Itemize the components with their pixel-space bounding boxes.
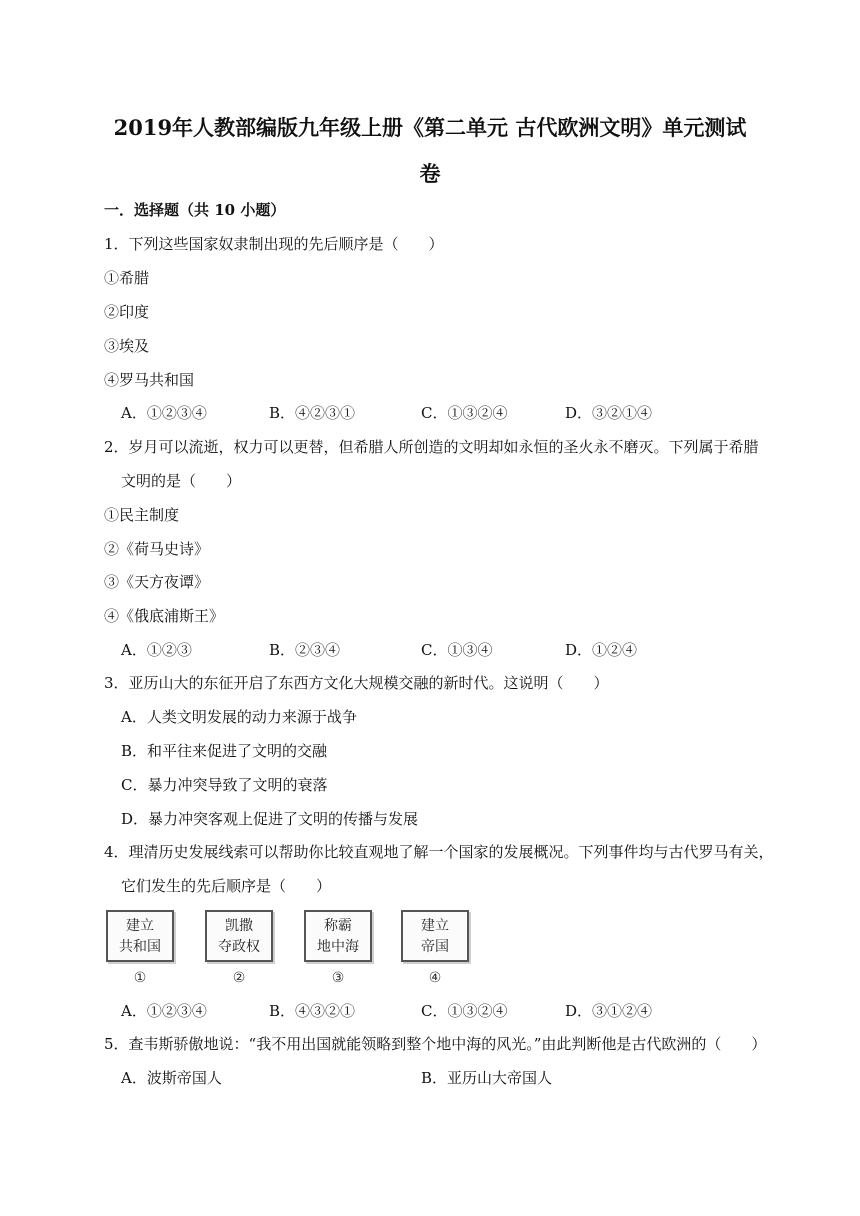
event-box [401,910,469,962]
q4-option-a[interactable]: A．①②③④ [121,1002,207,1020]
q2-option-a[interactable]: A．①②③ [121,641,192,659]
q4-option-d[interactable]: D．③①②④ [565,1002,653,1020]
q3-option-c[interactable]: C．暴力冲突导致了文明的衰落 [121,776,328,794]
q1-item: ②印度 [104,303,150,321]
q2-option-c[interactable]: C．①③④ [421,641,493,659]
q5-option-a[interactable]: A．波斯帝国人 [121,1069,222,1087]
event-box-line: 建立 [421,918,449,934]
q2-option-b[interactable]: B．②③④ [269,641,341,659]
q1-option-c[interactable]: C．①③②④ [421,404,508,422]
event-box-line: 称霸 [324,918,352,934]
page-title-continued: 卷 [419,161,441,186]
q1-item: ④罗马共和国 [104,371,195,389]
event-number: ③ [331,970,345,986]
question-4-stem: 4．理清历史发展线索可以帮助你比较直观地了解一个国家的发展概况。下列事件均与古代罗马有关， [104,843,774,861]
question-4-stem-continued: 它们发生的先后顺序是（ ） [121,877,332,895]
question-1-stem: 1．下列这些国家奴隶制出现的先后顺序是（ ） [104,235,444,253]
q1-option-a[interactable]: A．①②③④ [121,404,207,422]
q4-option-c[interactable]: C．①③②④ [421,1002,508,1020]
section-heading: 一．选择题（共 10 小题） [104,201,286,219]
q1-item: ①希腊 [104,269,150,287]
event-box-line: 建立 [126,918,154,934]
question-2-stem-continued: 文明的是（ ） [121,472,242,490]
q2-item: ②《荷马史诗》 [104,540,210,558]
q4-option-b[interactable]: B．④③②① [269,1002,356,1020]
q2-item: ③《天方夜谭》 [104,573,210,591]
q3-option-a[interactable]: A．人类文明发展的动力来源于战争 [121,708,357,726]
q5-option-b[interactable]: B．亚历山大帝国人 [421,1069,553,1087]
page-title: 2019年人教部编版九年级上册《第二单元 古代欧洲文明》单元测试 [113,115,747,140]
event-box [106,910,174,962]
q2-item: ①民主制度 [104,506,180,524]
question-5-stem: 5．查韦斯骄傲地说：“我不用出国就能领略到整个地中海的风光。”由此判断他是古代欧洲的（ ） [104,1035,767,1053]
q2-option-d[interactable]: D．①②④ [565,641,638,659]
question-3-stem: 3．亚历山大的东征开启了东西方文化大规模交融的新时代。这说明（ ） [104,674,609,692]
event-box-line: 共和国 [119,939,161,955]
event-number: ④ [428,970,442,986]
event-box-line: 地中海 [317,939,359,955]
q3-option-d[interactable]: D．暴力冲突客观上促进了文明的传播与发展 [121,810,419,828]
q1-option-d[interactable]: D．③②①④ [565,404,653,422]
event-box-line: 夺政权 [218,939,260,955]
q2-item: ④《俄底浦斯王》 [104,607,225,625]
question-2-stem: 2．岁月可以流逝，权力可以更替，但希腊人所创造的文明却如永恒的圣火永不磨灭。下列属于希腊 [104,438,759,456]
q1-option-b[interactable]: B．④②③① [269,404,356,422]
event-box [205,910,273,962]
event-box [304,910,372,962]
event-box-line: 凯撒 [225,918,253,934]
q1-item: ③埃及 [104,337,150,355]
event-number: ② [232,970,246,986]
q3-option-b[interactable]: B．和平往来促进了文明的交融 [121,742,328,760]
event-number: ① [133,970,147,986]
event-box-line: 帝国 [421,939,449,955]
